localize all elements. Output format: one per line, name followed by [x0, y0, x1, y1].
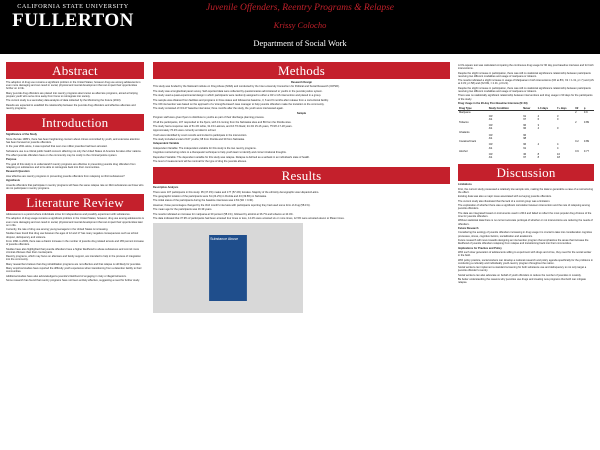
introduction-text	[6, 133, 144, 190]
sample-subheading: Sample	[296, 111, 307, 115]
results-section	[153, 167, 450, 313]
methods-paragraph: The study was a longitudinal panel survey. Self-reported data were collected by questionnaires administered to youths in the juvenile justice system.	[153, 89, 323, 93]
descriptive-analysis-subheading: Descriptive Analysis	[153, 186, 179, 190]
table-cell: 18	[557, 156, 560, 160]
results-text	[153, 186, 450, 220]
table-cell: 97	[523, 117, 527, 121]
table-cell: AS	[488, 127, 493, 131]
table-header-cell: Study Condition	[488, 107, 509, 111]
results-paragraph: There were 107 participants in this study. 95 (37.3%) males and 177 (57.4%) females. Majority of the ethnicity demographic was Hispanic/Latino.	[153, 190, 320, 194]
table-cell: CR	[488, 143, 493, 147]
future-research-paragraph: Considering the ecology of juvenile offenders increasing in drug usage it is crucial to take into consideration cognitive processes, stress, cognitive factors, socialization and academics.	[458, 231, 593, 238]
results-paragraph: The data indicated that 37.9% of participants had been arrested four times or less, 14.2% were arrested six or more times, 12.5% were arrested eleven to fifteen times.	[153, 216, 345, 220]
literature-paragraph: Studies have found that drug use between the ages of 12 and 17 has many negative consequences such as school dropout, delinquency and violence.	[6, 232, 139, 239]
research-design-subheading: Research Design	[290, 81, 313, 84]
implications-subheading: Implications for Practice and Policy	[458, 246, 502, 250]
results-heading: Results	[153, 167, 450, 184]
table-cell: 0	[557, 127, 559, 131]
implications-paragraph: Social workers can implement a standard screening for both substance use and delinquency to not only target a juvenile offender's reentry.	[458, 266, 587, 273]
significance-subheading: Significance of the Study	[6, 133, 37, 137]
table-header-cell: Never	[523, 107, 531, 111]
results-paragraph: The mean age for the participants was 16.39 years.	[153, 208, 213, 212]
abstract-paragraph: Many juvenile drug offenders are placed into reentry programs also known as aftercare programs, aimed at helping prepare youth who serve time away from home to reintegrate into society.	[6, 91, 138, 98]
table-cell: 8	[537, 156, 540, 160]
limitations-subheading: Limitations	[458, 183, 472, 187]
methods-heading: Methods	[153, 62, 450, 79]
research-question-text: How effective are reentry programs in preventing juvenile offenders from relapsing on illicit substances?	[6, 174, 125, 178]
table-cell: 2	[575, 120, 577, 124]
introduction-section	[6, 114, 144, 190]
literature-paragraph: Many empirical studies have reported the difficulty youth experience when transitioning from a detention facility to their communities.	[6, 267, 142, 274]
introduction-heading: Introduction	[6, 114, 144, 131]
limitations-paragraph: First, the current study possessed a relatively low sample size, making the data to generalize a case of a restructuring the effect.	[458, 187, 594, 195]
table-cell: 4	[537, 127, 540, 131]
table-cell: Inhalants	[459, 130, 470, 134]
table-cell: 2	[575, 111, 577, 115]
table-cell: Tobacco	[459, 120, 469, 124]
limitations-paragraph: Existing data was also a major issue associated with surveying juvenile offenders.	[458, 195, 552, 199]
literature-text	[6, 213, 144, 283]
poster-authors: Krissy Colocho	[273, 20, 327, 30]
poster-body	[0, 54, 600, 450]
table-cell: AS	[488, 137, 493, 140]
purpose-subheading: Purpose	[6, 158, 17, 162]
abstract-paragraph: The current study is a secondary data analysis of data collected by the Monitoring the Future (2013).	[6, 99, 122, 103]
table-cell: 98	[523, 137, 527, 140]
poster-header	[0, 0, 600, 54]
logo-fullerton: FULLERTON	[12, 10, 134, 31]
table-cell: 4	[557, 143, 559, 147]
discussion-section	[458, 164, 594, 284]
abstract-text	[6, 81, 144, 110]
title-block	[175, 2, 425, 50]
variables-paragraph: The level of measurement will be nominal for the type of drug the juvenile abuses.	[153, 160, 247, 164]
literature-paragraph: Some research has found that reentry programs have not been entirely effective, suggesting a need for further study.	[6, 279, 140, 283]
chart-bar	[209, 235, 247, 301]
results-paragraph: However, those percentages changed by the third month's interview with participants reporting they had used some form of drug (58.1%).	[153, 203, 311, 207]
right-column	[458, 62, 594, 289]
table-cell	[583, 156, 594, 159]
future-research-paragraph: Future research will move towards designing an intervention program that emphasizes the areas that increase the likelihood of juvenile offenders relapsing from relapse and transitioning back into their communities.	[458, 238, 589, 246]
sample-paragraph: Of all the participants, 107 responded to the flyers, with 13 coming from the Nebraska sites and 89 from the Florida sites.	[153, 120, 292, 124]
table-cell: 96	[523, 127, 527, 131]
table-cell: 91	[523, 114, 527, 118]
implications-paragraph: Be better understanding the reasons why juveniles use drugs and creating new programs that both can mitigate relapse.	[458, 278, 586, 285]
literature-paragraph: The adoption of drug usage remains a significant problem in the United States; however, drug use among adolescents is even more damaging and can result in social, physical and mental development that can impact their opportunities later on in life.	[6, 217, 144, 227]
methods-text	[153, 81, 450, 163]
variables-paragraph: Independent Variable: The independent variable for this study is the two reentry programs.	[153, 146, 257, 150]
limitations-paragraph: The current study also illustrated that the lack of a control group was a limitation.	[458, 199, 551, 203]
table-cell: 8	[537, 153, 540, 157]
table-cell	[458, 156, 488, 159]
literature-paragraph: Studies have also highlighted that juvenile offenders have a higher likelihood to abuse substances and commit more criminal offenses than their counterparts.	[6, 247, 140, 254]
literature-section	[6, 194, 144, 283]
table-cell: CR	[488, 133, 493, 137]
table-cell: 4	[537, 114, 540, 118]
literature-heading: Literature Review	[6, 194, 144, 211]
table-cell: 4	[537, 143, 540, 147]
table-cell: AS	[488, 156, 493, 160]
sample-paragraph: Program staff were given flyers to distribute to youths as part of their discharge planning process.	[153, 116, 265, 120]
results-continued-paragraph: The results indicated a slight increase in usage of Marijuana in both interventions (CR at 8%; X2 = 1.31, p=.7) and (AS at 3.33; p=.58) and (X2=99, = 2.31, p=0.21).	[458, 79, 594, 86]
literature-paragraph: Many researchers believe that drug rehabilitation programs are not effective and that relapse is still likely for juveniles.	[6, 262, 142, 266]
limitations-paragraph: Without statistical data there is no current accurate portrayal of whether or not interventions are reducing the needs of offenders.	[458, 219, 593, 226]
introduction-paragraph: In the year 2011 alone, it was reported that over one million juveniles had been arrested.	[6, 145, 108, 149]
results-continued-paragraph: Despite the slight increase in participation, there was still no statistical significance relationship between participants receiving two different modalities and usage of marijuana or tobacco.	[458, 71, 591, 78]
methods-paragraph: The study consisted of N=147 baseline interviews; three months after the study, the youth were interviewed again.	[153, 107, 284, 111]
table-cell	[574, 156, 583, 159]
table-cell: 3	[537, 124, 540, 128]
table-cell: 4	[557, 146, 559, 150]
limitations-paragraph: The exploration of whether there was a significant correlation between intervention and the rate of relapsing among juvenile offenders.	[458, 204, 590, 211]
future-research-subheading: Future Research	[458, 226, 479, 230]
table-cell: 0.77	[583, 149, 589, 153]
results-continued-text	[458, 64, 594, 105]
poster-department: Department of Social Work	[253, 38, 347, 48]
sample-paragraph: The study included a total of 107 youths; 68 from Florida and 39 from Nebraska.	[153, 138, 245, 142]
table-cell: 91	[523, 146, 527, 150]
variables-subheading: Independent Variable	[153, 142, 180, 146]
table-header-cell: 1-3 days	[537, 107, 549, 111]
results-continued-paragraph: A Chi-square test was calculated comparing the continuous drug usage for 90 day post baseline interview and for both interventions.	[458, 64, 594, 71]
results-continued-paragraph: Despite the slight increase in participation, there was still no statistical significance relationship between participants receiving two different modalities and usage of marijuana or tobacco.	[458, 86, 591, 93]
research-question-subheading: Research Question	[6, 170, 30, 174]
literature-paragraph: Currently, the rate of drug use among young teenagers in the United States is increasing.	[6, 228, 109, 232]
university-logo	[8, 3, 138, 43]
poster-title: Juvenile Offenders, Reentry Programs & Relapse	[205, 3, 394, 13]
methods-paragraph: The sample was obtained from facilities and programs in three states and followed at baseline, 3, 6 and 9 months after release from a correctional facility.	[153, 98, 329, 102]
logo-university-line: CALIFORNIA STATE UNIVERSITY	[17, 3, 129, 10]
introduction-paragraph: The effect juvenile offenders have on the community may be costly to the criminal justice system.	[6, 153, 118, 157]
sample-paragraph: Approximately 76.2% were currently enrolled in school.	[153, 129, 217, 133]
methods-paragraph: The study used a quasi-experimental design in which participants were randomly assigned to either a CR or AS intervention and placed in a group.	[153, 94, 322, 98]
left-column	[6, 62, 144, 286]
table-cell: AS	[488, 146, 493, 150]
table-cell: CR	[488, 153, 493, 157]
table-cell: Alcohol	[459, 149, 468, 153]
literature-paragraph: From 1991 to 2009, there was a drastic increase in the number of juvenile drug related arrests and 165 percent increase of juvenile offenders.	[6, 240, 144, 247]
methods-section	[153, 62, 450, 163]
literature-paragraph: Adolescence is a period where individuals strive for independence and possibly experiment with substances.	[6, 212, 131, 216]
table-cell: 0.9	[583, 111, 588, 115]
table-cell: 6	[537, 117, 540, 121]
abstract-paragraph: The adoption of drug use remains a significant problem in the United States; however drug use among adolescents is even more damaging and can result in social, physical and mental development that can impact their opportunities further on in life.	[6, 81, 141, 91]
table-cell: 96	[523, 124, 527, 128]
hypothesis-subheading: Hypothesis	[6, 179, 20, 183]
limitations-paragraph: The data are integrated based on instruments used in 2013 and failed to reflect the most popular drug choices of the time for juvenile offenders.	[458, 211, 592, 218]
variables-paragraph: Dependent Variable: The dependent variable for this study was relapse. Relapse is defined as a setback in an individual's state of health.	[153, 155, 310, 159]
drug-usage-table	[458, 107, 594, 159]
results-continued-section	[458, 64, 594, 159]
results-paragraph: The results indicated an increase for marijuana at 30 percent (58.1%), followed by alcohol at 36.7% and tobacco at 10.4%.	[153, 212, 294, 216]
substance-abuse-chart	[153, 223, 303, 313]
chart-svg	[153, 223, 303, 313]
table-header-cell: X2	[575, 107, 579, 111]
table-cell: 36	[523, 153, 527, 157]
table-cell: Marijuana	[459, 111, 471, 115]
purpose-text: The goal of this study is to understand if reentry programs are effective in preventing juvenile drug offenders from relapsing on substances and to be able to reintegrate back into their communities.	[6, 162, 136, 169]
results-paragraph: The initial status of the participants during the baseline interviews was 2.63 (SD = 0.30).	[153, 199, 254, 203]
table-cell: 0.2	[575, 140, 579, 144]
table-header-cell: 7+ days	[557, 107, 567, 111]
table-cell: 97	[523, 156, 527, 160]
discussion-heading: Discussion	[458, 164, 594, 181]
sample-paragraph: The study had a response rate of 51.4% white, 31.1% Latino/a, and 16.7% black; 24.1% 15-16 years, 75.9% 17-18 years.	[153, 124, 293, 128]
table-header-cell: Drug Type	[459, 107, 472, 111]
table-body	[458, 111, 594, 160]
middle-column	[153, 62, 450, 317]
table-cell: 96	[523, 143, 527, 147]
methods-paragraph: This study was funded by the National Institute on Drug Abuse (NIDA) and conducted by the Inter-university Consortium for Political and Social Research (ICPSR).	[153, 85, 340, 89]
implications-paragraph: With policy practice, social workers can develop a national research and policy agenda specifically for the problems in conducting a culturally and individually youth-reentry program throughout the nation.	[458, 258, 593, 265]
introduction-paragraph: Substance use is a critical public health concern affecting not only the United States of America but also other nations.	[6, 149, 142, 153]
table-cell: CR	[488, 124, 493, 128]
table-cell: 3	[557, 114, 559, 118]
implications-paragraph: With such slow generation of adolescents willing to experiment with drugs and crime, they need for the social worker in the field.	[458, 250, 592, 258]
table-cell: 16	[557, 153, 560, 157]
abstract-heading: Abstract	[6, 62, 144, 79]
table-cell: 0.89	[583, 120, 589, 124]
implications-paragraph: Social workers can also advocate on behalf of youth offenders to reduce the number of juveniles in custody.	[458, 273, 582, 277]
hypothesis-text: Juvenile offenders that participate in reentry programs will have the same relapse rate on illicit substances as those who do not participate in reentry programs.	[6, 183, 144, 190]
table-cell: 0.9	[575, 149, 579, 153]
table-cell: 0	[557, 117, 559, 121]
variables-paragraph: Cognitive restructuring refers to a therapeutic technique to help youth learn to identify and correct irrational thoughts.	[153, 151, 287, 155]
results-paragraph: The geographic location of the participants were 61 (24.2%) in Florida and 43 (39.8%) in Nebraska.	[153, 195, 267, 199]
results-continued-paragraph: There was no statistically significant relationship between interventions and drug usage in 90 days for the participants of the study.	[458, 94, 593, 101]
literature-paragraph: Additional studies have also acknowledged a juvenile's likelihood of engaging in risky or illegal behaviors.	[6, 274, 127, 278]
methods-paragraph: The CR intervention was based on the approach of a 'strengths-based' case manager to help juvenile offenders make the transition to the community.	[153, 102, 325, 106]
table-title: Drug Usage in the 90-day Post Baseline Interview (N=49)	[458, 101, 528, 105]
table-cell: 96	[523, 133, 527, 137]
introduction-paragraph: Since the late 1980's, there has been heightening concern about crimes committed by youth, and extensive attention has been focused on juvenile offenders.	[6, 137, 140, 144]
chart-bar-label: Substance Abuse	[210, 237, 239, 242]
discussion-text	[458, 183, 594, 284]
sample-paragraph: Youth were identified by court records and invited to participate in the intervention.	[153, 133, 248, 137]
abstract-paragraph: Results are expected to establish the relationship between the juvenile drug offenders and effective aftercare and reentry programs.	[6, 103, 136, 110]
literature-paragraph: Reentry programs, which may focus on aftercare and family support, are intended to help in the process of integration into the community.	[6, 255, 141, 262]
abstract-section	[6, 62, 144, 110]
table-cell: 0.89	[583, 140, 589, 144]
table-cell: Cocaine/Crack	[459, 140, 477, 144]
table-header-cell: p	[583, 107, 586, 111]
table-cell: AS	[488, 117, 493, 121]
table-row	[458, 156, 594, 159]
table-cell: CR	[488, 114, 493, 118]
